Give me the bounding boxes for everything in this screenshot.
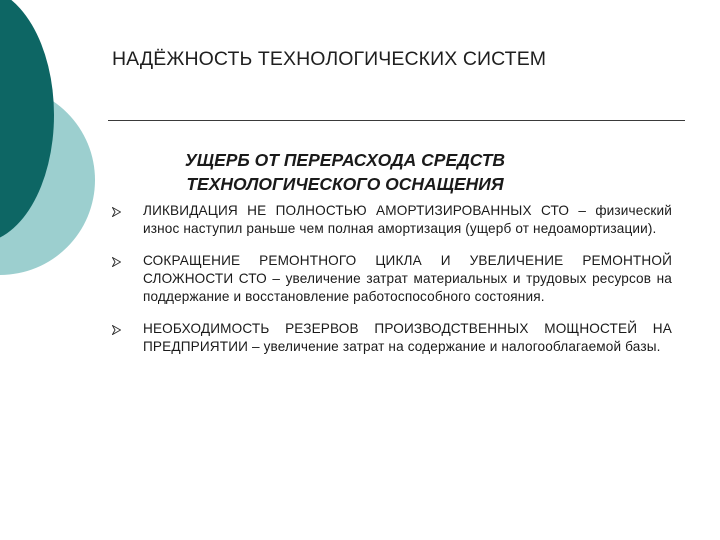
bullet-item [110, 252, 672, 306]
bullet-list [110, 202, 672, 370]
arrowhead-bullet-icon [112, 325, 121, 335]
bullet-text: СОКРАЩЕНИЕ РЕМОНТНОГО ЦИКЛА И УВЕЛИЧЕНИЕ РЕМОНТНОЙ СЛОЖНОСТИ СТО – увеличение затрат материальных и трудовых ресурсов на поддержание и восстановление работоспособного состояния. [143, 253, 672, 304]
title-divider [108, 120, 685, 121]
subtitle-line-2: ТЕХНОЛОГИЧЕСКОГО ОСНАЩЕНИЯ [186, 174, 504, 194]
subtitle-line-1: УЩЕРБ ОТ ПЕРЕРАСХОДА СРЕДСТВ [184, 150, 506, 170]
slide-subtitle [130, 148, 560, 196]
bullet-text: НЕОБХОДИМОСТЬ РЕЗЕРВОВ ПРОИЗВОДСТВЕННЫХ МОЩНОСТЕЙ НА ПРЕДПРИЯТИИ – увеличение затрат на содержание и налогооблагаемой базы. [143, 321, 672, 354]
bullet-text: ЛИКВИДАЦИЯ НЕ ПОЛНОСТЬЮ АМОРТИЗИРОВАННЫХ СТО – физический износ наступил раньше чем полная амортизация (ущерб от недоамортизации). [143, 203, 672, 236]
bullet-item [110, 202, 672, 238]
decorative-circles [0, 0, 120, 300]
slide-title: НАДЁЖНОСТЬ ТЕХНОЛОГИЧЕСКИХ СИСТЕМ [112, 48, 547, 70]
arrowhead-bullet-icon [112, 257, 121, 267]
bullet-item [110, 320, 672, 356]
arrowhead-bullet-icon [112, 207, 121, 217]
